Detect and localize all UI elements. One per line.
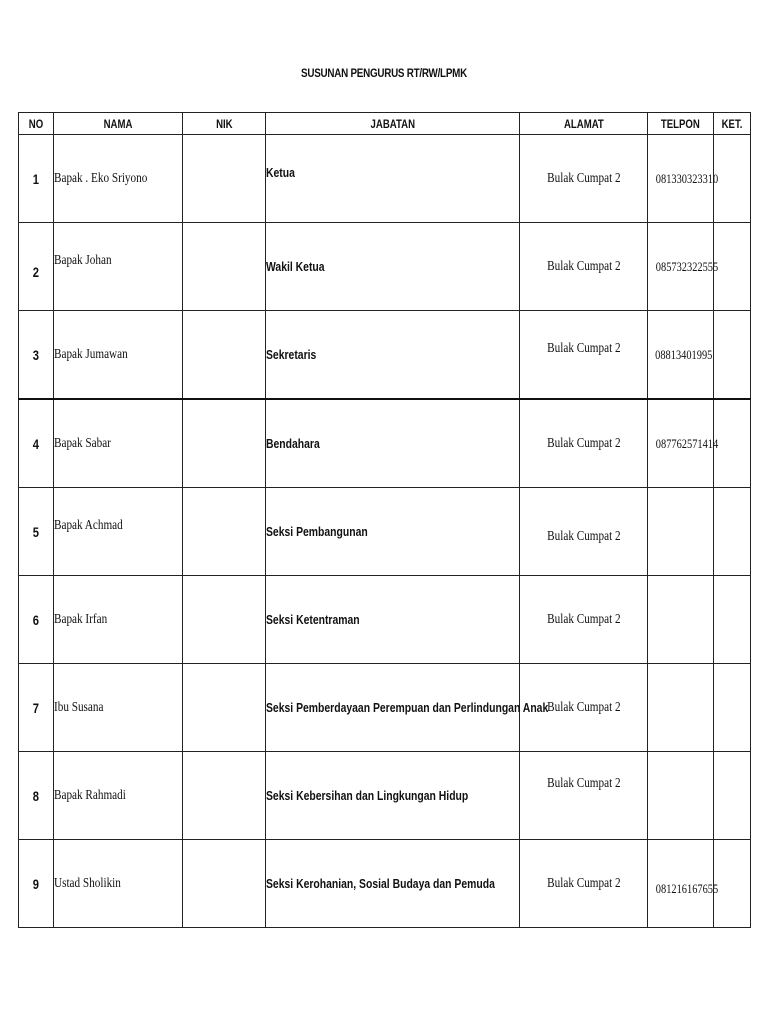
cell-nik: [183, 135, 266, 223]
cell-ket: [714, 135, 751, 223]
header-no: NO: [19, 113, 54, 135]
cell-telpon: 081216167655: [648, 840, 714, 928]
cell-no: 6: [19, 576, 54, 664]
table-row: [19, 135, 751, 223]
cell-no: 9: [19, 840, 54, 928]
cell-ket: [714, 311, 751, 400]
header-alamat: ALAMAT: [520, 113, 648, 135]
cell-ket: [714, 399, 751, 488]
table-row: [19, 840, 751, 928]
cell-jabatan: Ketua: [266, 135, 520, 223]
cell-telpon: [648, 488, 714, 576]
cell-nama: Bapak . Eko Sriyono: [54, 135, 183, 223]
cell-nik: [183, 576, 266, 664]
table-row: [19, 488, 751, 576]
table-row: [19, 664, 751, 752]
document-title: SUSUNAN PENGURUS RT/RW/LPMK: [301, 66, 467, 80]
cell-ket: [714, 488, 751, 576]
cell-alamat: Bulak Cumpat 2: [520, 576, 648, 664]
table-header-row: [19, 113, 751, 135]
cell-alamat: Bulak Cumpat 2: [520, 664, 648, 752]
cell-no: 7: [19, 664, 54, 752]
cell-nama: Bapak Irfan: [54, 576, 183, 664]
header-nik: NIK: [183, 113, 266, 135]
cell-jabatan: Wakil Ketua: [266, 223, 520, 311]
cell-jabatan: Sekretaris: [266, 311, 520, 400]
cell-nik: [183, 752, 266, 840]
header-telpon: TELPON: [648, 113, 714, 135]
cell-alamat: Bulak Cumpat 2: [520, 311, 648, 400]
cell-alamat: Bulak Cumpat 2: [520, 752, 648, 840]
cell-alamat: Bulak Cumpat 2: [520, 135, 648, 223]
cell-nama: Bapak Sabar: [54, 399, 183, 488]
cell-no: 8: [19, 752, 54, 840]
cell-telpon: 08813401995: [648, 311, 714, 400]
header-nama: NAMA: [54, 113, 183, 135]
cell-nik: [183, 664, 266, 752]
cell-jabatan: Seksi Pemberdayaan Perempuan dan Perlindungan Anak: [266, 664, 520, 752]
cell-nama: Bapak Achmad: [54, 488, 183, 576]
cell-nik: [183, 399, 266, 488]
cell-nama: Bapak Rahmadi: [54, 752, 183, 840]
table-row: [19, 311, 751, 400]
cell-nama: Bapak Jumawan: [54, 311, 183, 400]
cell-telpon: 081330323310: [648, 135, 714, 223]
cell-alamat: Bulak Cumpat 2: [520, 488, 648, 576]
table-row: [19, 399, 751, 488]
cell-jabatan: Seksi Kebersihan dan Lingkungan Hidup: [266, 752, 520, 840]
cell-ket: [714, 752, 751, 840]
cell-jabatan: Seksi Kerohanian, Sosial Budaya dan Pemuda: [266, 840, 520, 928]
cell-ket: [714, 223, 751, 311]
cell-telpon: [648, 576, 714, 664]
cell-ket: [714, 664, 751, 752]
cell-alamat: Bulak Cumpat 2: [520, 223, 648, 311]
cell-ket: [714, 840, 751, 928]
cell-nama: Ibu Susana: [54, 664, 183, 752]
cell-telpon: 085732322555: [648, 223, 714, 311]
cell-jabatan: Seksi Pembangunan: [266, 488, 520, 576]
cell-telpon: [648, 664, 714, 752]
committee-table: [18, 112, 751, 928]
cell-telpon: 087762571414: [648, 399, 714, 488]
cell-no: 4: [19, 399, 54, 488]
cell-nik: [183, 311, 266, 400]
cell-nik: [183, 223, 266, 311]
table-row: [19, 752, 751, 840]
cell-no: 1: [19, 135, 54, 223]
table-row: [19, 223, 751, 311]
cell-jabatan: Bendahara: [266, 399, 520, 488]
cell-jabatan: Seksi Ketentraman: [266, 576, 520, 664]
cell-alamat: Bulak Cumpat 2: [520, 840, 648, 928]
cell-nama: Bapak Johan: [54, 223, 183, 311]
cell-nik: [183, 840, 266, 928]
cell-no: 2: [19, 223, 54, 311]
table-row: [19, 576, 751, 664]
cell-nama: Ustad Sholikin: [54, 840, 183, 928]
cell-telpon: [648, 752, 714, 840]
cell-no: 5: [19, 488, 54, 576]
cell-nik: [183, 488, 266, 576]
cell-no: 3: [19, 311, 54, 400]
cell-alamat: Bulak Cumpat 2: [520, 399, 648, 488]
cell-ket: [714, 576, 751, 664]
header-jabatan: JABATAN: [266, 113, 520, 135]
header-ket: KET.: [714, 113, 751, 135]
